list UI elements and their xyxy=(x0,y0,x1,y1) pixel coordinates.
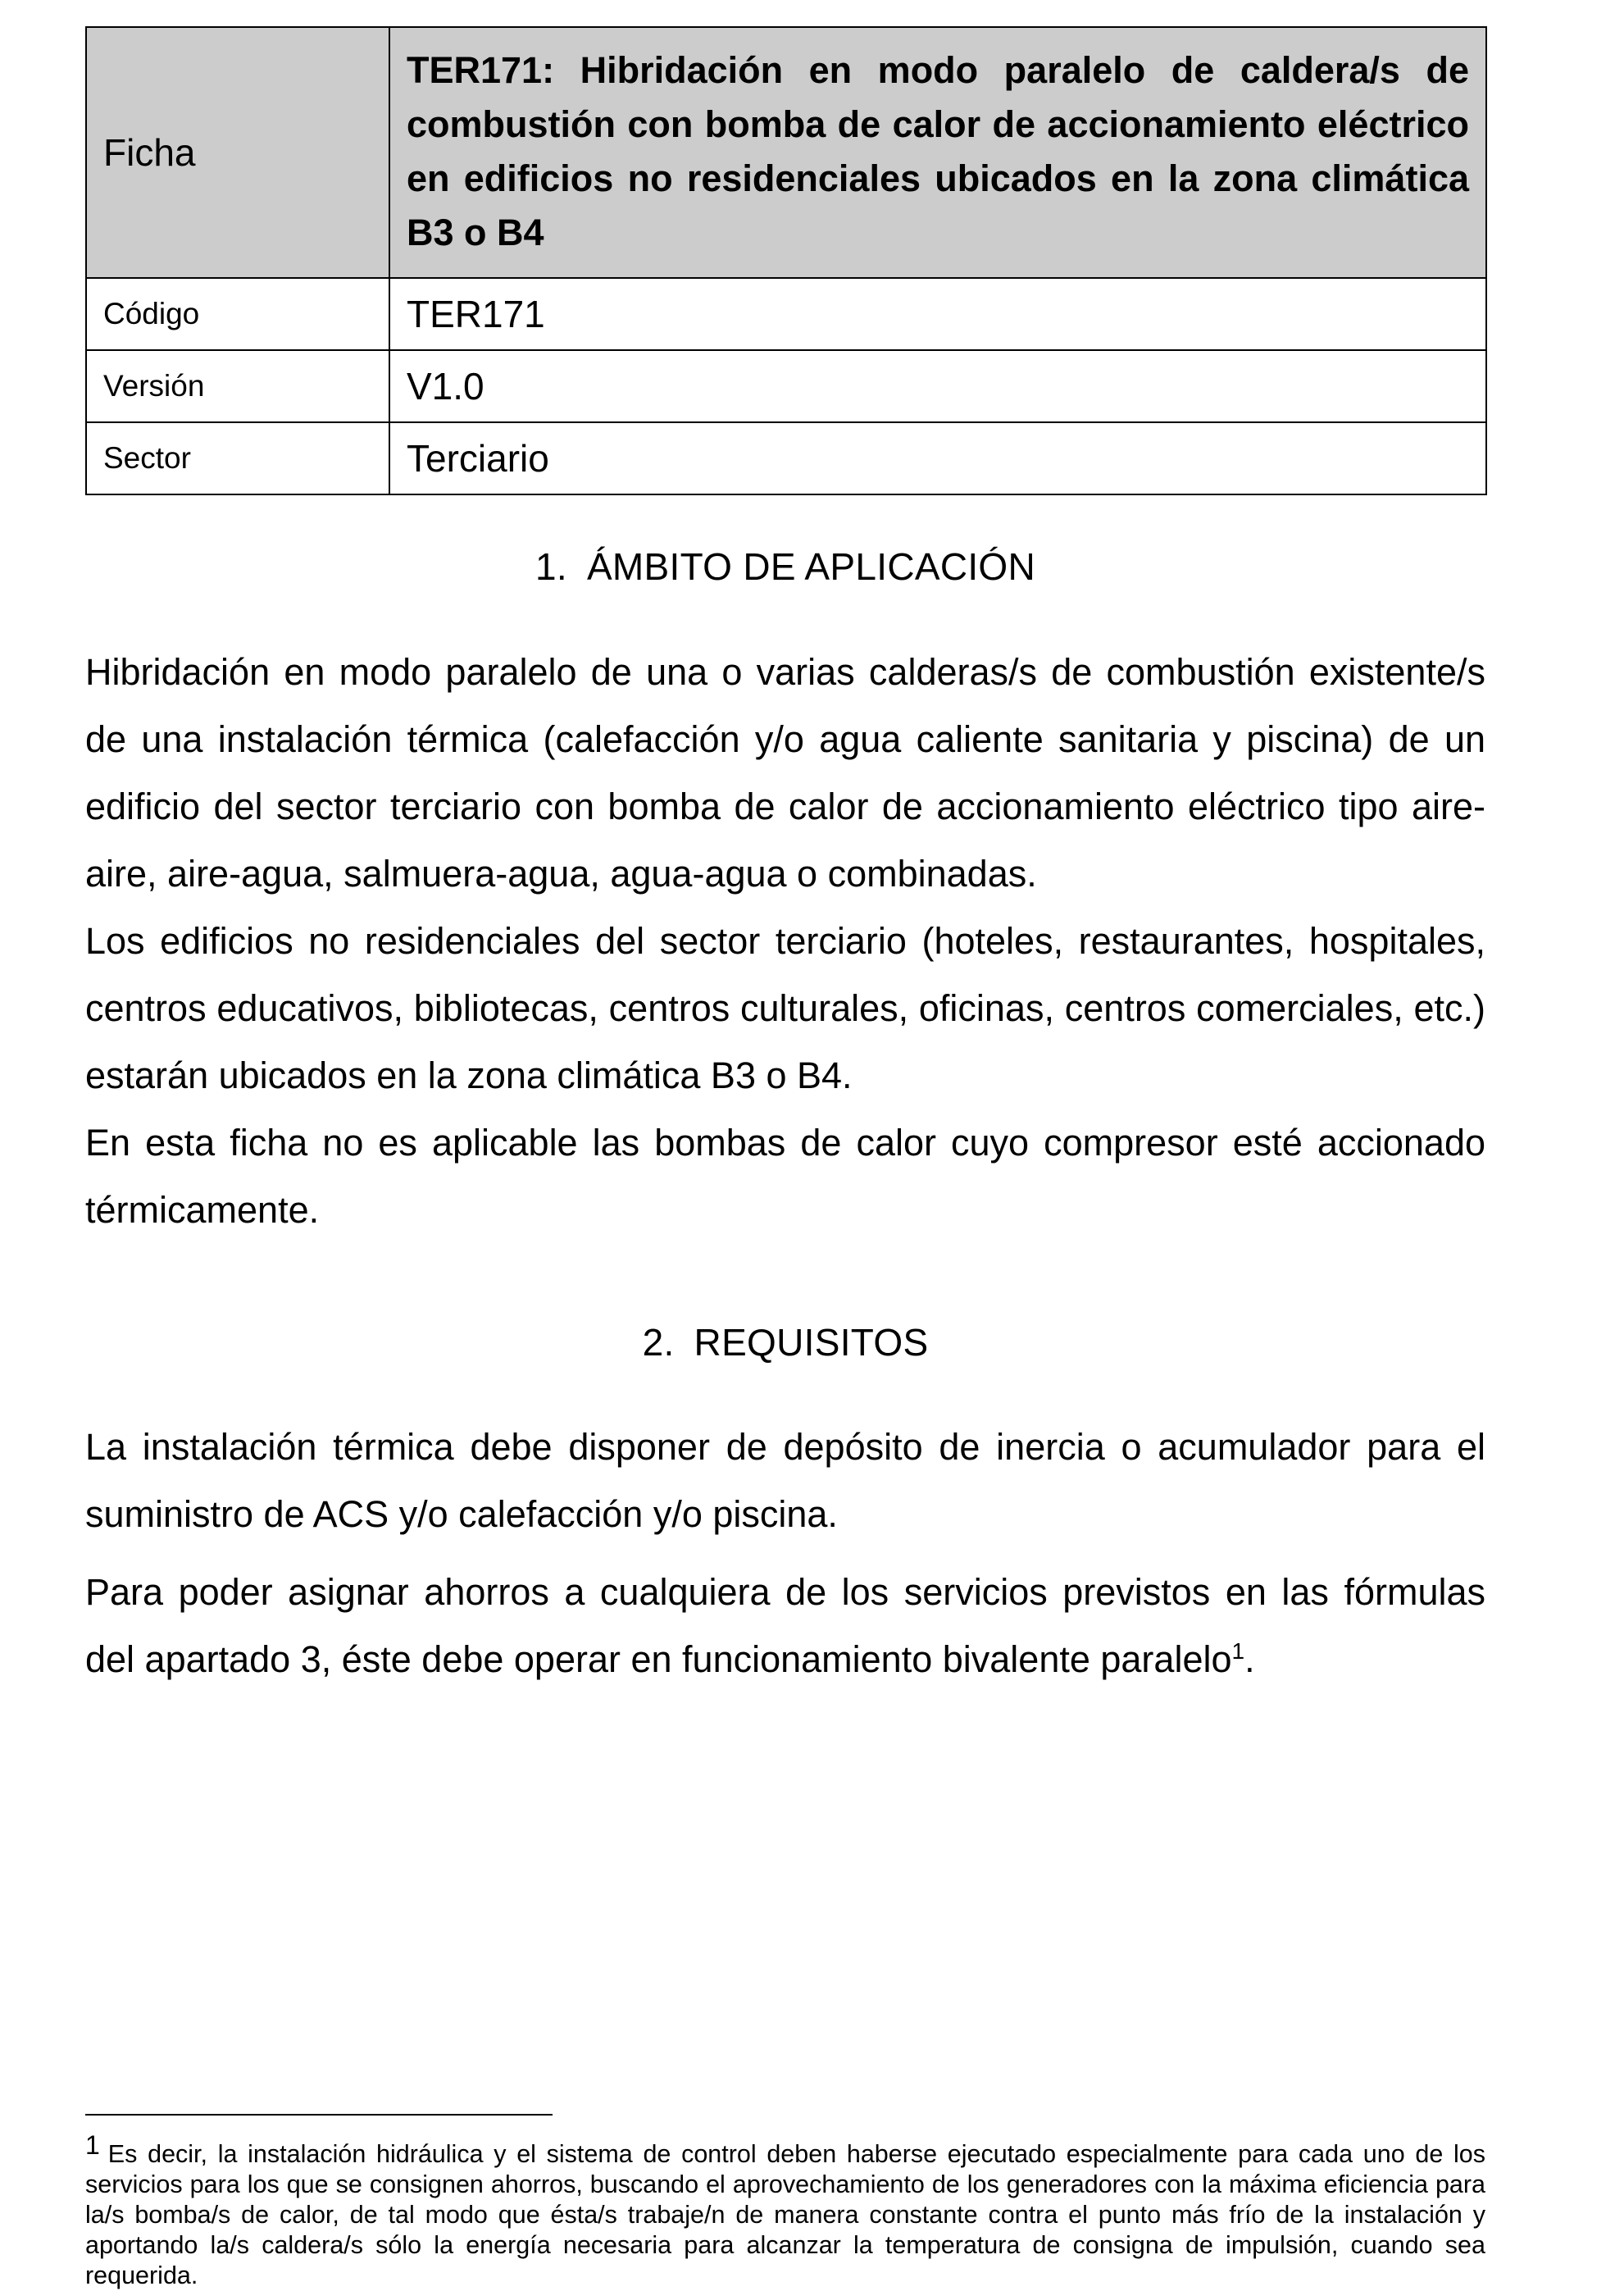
section-2-heading xyxy=(85,1320,1485,1364)
section-2-paragraph-2-wrap xyxy=(85,1559,1485,1693)
section-2-body-2 xyxy=(85,1559,1485,1693)
section-1-body xyxy=(85,639,1485,1244)
section-2-title: REQUISITOS xyxy=(694,1321,929,1364)
codigo-label: Código xyxy=(86,278,389,350)
section-1-number: 1. xyxy=(535,545,567,588)
footnote-reference[interactable]: 1 xyxy=(1231,1638,1245,1664)
section-1-heading xyxy=(85,544,1485,589)
ficha-title: TER171: Hibridación en modo paralelo de caldera/s de combustión con bomba de calor de accionamiento eléctrico en edificios no residenciales ubicados en la zona climática B3 o B4 xyxy=(389,27,1486,278)
section-1-title: ÁMBITO DE APLICACIÓN xyxy=(586,545,1036,588)
codigo-row xyxy=(86,278,1486,350)
footnote-separator xyxy=(85,2114,553,2116)
ficha-row xyxy=(86,27,1486,278)
version-label: Versión xyxy=(86,350,389,422)
codigo-value: TER171 xyxy=(389,278,1486,350)
version-value: V1.0 xyxy=(389,350,1486,422)
section-1-paragraph: Hibridación en modo paralelo de una o varias calderas/s de combustión existente/s de una instalación térmica (calefacción y/o agua caliente sanitaria y piscina) de un edificio del sector terciario con bomba de calor de accionamiento eléctrico tipo aire-aire, aire-agua, salmuera-agua, agua-agua o combinadas. xyxy=(85,651,1485,895)
footnote-mark: 1 xyxy=(85,2130,100,2160)
ficha-label: Ficha xyxy=(86,27,389,278)
section-2-number: 2. xyxy=(642,1321,675,1364)
sector-label: Sector xyxy=(86,422,389,494)
sector-value: Terciario xyxy=(389,422,1486,494)
section-2-paragraph-1: La instalación térmica debe disponer de depósito de inercia o acumulador para el suministro de ACS y/o calefacción y/o piscina. xyxy=(85,1426,1485,1535)
sector-row xyxy=(86,422,1486,494)
footnote-text: Es decir, la instalación hidráulica y el sistema de control deben haberse ejecutado especialmente para cada uno de los servicios para los que se consignen ahorros, buscando el aprovechamiento de los generadores con la máxima eficiencia para la/s bomba/s de calor, de tal modo que ésta/s trabaje/n de manera constante contra el punto más frío de la instalación y aportando la/s caldera/s sólo la energía necesaria para alcanzar la temperatura de consigna de impulsión, cuando sea requerida. xyxy=(85,2140,1485,2289)
section-2-paragraph-2: Para poder asignar ahorros a cualquiera de los servicios previstos en las fórmulas del apartado 3, éste debe operar en funcionamiento bivalente paralelo xyxy=(85,1571,1485,1680)
fiche-header-table xyxy=(85,26,1487,495)
section-1-paragraph: En esta ficha no es aplicable las bombas de calor cuyo compresor esté accionado térmicamente. xyxy=(85,1122,1485,1231)
section-1-paragraph: Los edificios no residenciales del sector terciario (hoteles, restaurantes, hospitales, centros educativos, bibliotecas, centros culturales, oficinas, centros comerciales, etc.) estarán ubicados en la zona climática B3 o B4. xyxy=(85,920,1485,1096)
version-row xyxy=(86,350,1486,422)
section-2-body xyxy=(85,1414,1485,1548)
section-2-paragraph-2-end: . xyxy=(1244,1638,1255,1680)
footnote xyxy=(85,2130,1485,2291)
